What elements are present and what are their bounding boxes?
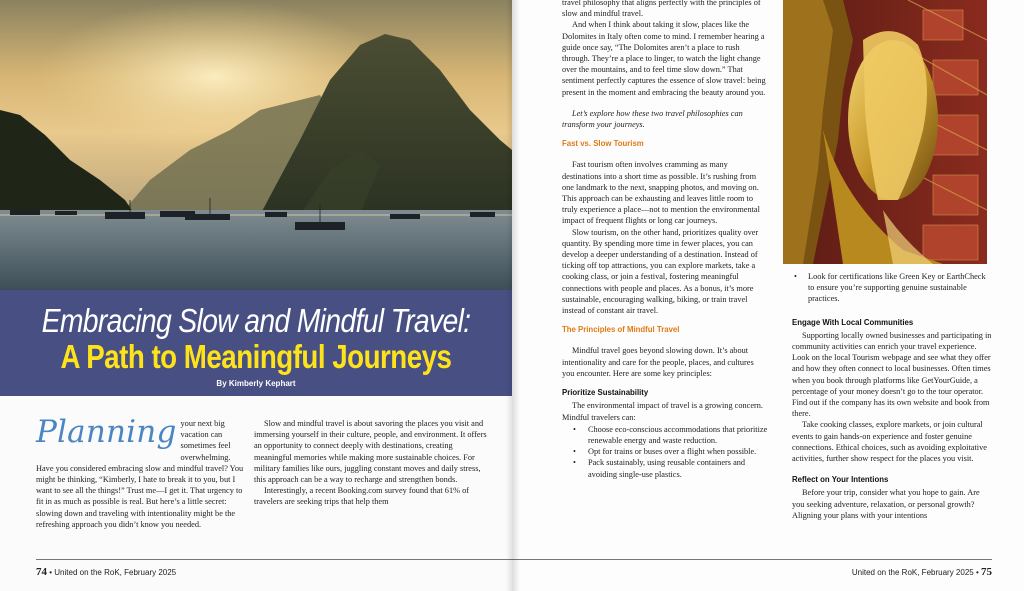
col3-paragraph-3: Slow tourism, on the other hand, prioritizes quality over quantity. By spending more time in fewer places, you can develop a deeper understanding of a destination. Instead of ticking off top attractions, you can explore markets, take a cooking class, or join a festival, fostering meaningful connections with people and places. As a bonus, it’s more sustainable, encouraging walking, biking, or train travel instead of constant air travel. — [562, 227, 759, 316]
col3-paragraph-1: And when I think about taking it slow, places like the Dolomites in Italy often come to mind. I remember hearing a guide once say, “The Dolomites aren’t a place to rush through. They’re a place to linger, to watch the light change over the mountains, and to feel time slow down.” That sentiment perfectly captures the essence of slow travel: being present in the moment and embracing the beauty around you. — [562, 20, 766, 97]
right-folio — [852, 566, 992, 578]
certification-bullet — [792, 271, 992, 305]
heading-engage-communities: Engage With Local Communities — [792, 317, 914, 327]
col4-paragraph-3: Before your trip, consider what you hope to gain. Are you seeking adventure, relaxation, or personal growth? Aligning your plans with your intentions — [792, 488, 980, 520]
col1-paragraph: your next big vacation can sometimes feel overwhelming. Have you considered embracing slow and mindful travel? You might be thinking, “Kimberly, I hate to break it to you, but I want to see all the things!” Trust me—I get it. That urgency to fit in as much as possible is real. But here’s a little secret: slowing down and traveling with intentionality might be the refreshing approach you didn’t know you needed. — [36, 419, 244, 529]
col4-paragraph-2: Take cooking classes, explore markets, or join cultural events to gain hands-on experience and foster genuine connections. Ethical choices, such as avoiding exploitative activities, further show respect for the places you visit. — [792, 420, 987, 464]
left-folio — [36, 566, 176, 578]
article-title-line2: A Path to Meaningful Journeys — [60, 338, 452, 375]
reclining-buddha-photo — [783, 0, 987, 264]
heading-reflect-intentions: Reflect on Your Intentions — [792, 475, 889, 485]
right-footer-rule — [512, 559, 992, 560]
list-item: • Choose eco-conscious accommodations that prioritize renewable energy and waste reduction. — [573, 424, 768, 445]
right-folio-text: United on the RoK, February 2025 — [851, 568, 974, 577]
article-byline: By Kimberly Kephart — [216, 379, 296, 388]
left-folio-text: United on the RoK, February 2025 — [54, 568, 177, 577]
right-folio-separator: • — [975, 568, 979, 577]
right-column-2 — [792, 270, 992, 521]
left-column-2 — [254, 418, 490, 508]
right-column-1 — [562, 0, 768, 480]
list-item: • Look for certifications like Green Key or EarthCheck to ensure you’re supporting genuine sustainable practices. — [794, 272, 986, 304]
sustainability-bullets — [562, 424, 768, 480]
drop-word-planning: Planning — [36, 414, 177, 450]
col3-paragraph-4: Mindful travel goes beyond slowing down. It’s about intentionality and care for the people, places, and cultures you encounter. Here are some key principles: — [562, 346, 754, 378]
col3-paragraph-0: travel philosophy that aligns perfectly with the principles of slow and mindful travel. — [562, 0, 761, 19]
spine-gutter-shadow — [506, 0, 520, 591]
col2-paragraph-2: Interestingly, a recent Booking.com survey found that 61% of travelers are seeking trips that help them — [254, 486, 469, 507]
heading-fast-vs-slow: Fast vs. Slow Tourism — [562, 139, 644, 149]
title-banner — [0, 290, 512, 396]
col3-lead: Let’s explore how these two travel philosophies can transform your journeys. — [562, 108, 743, 130]
col3-paragraph-5: The environmental impact of travel is a growing concern. Mindful travelers can: — [562, 401, 763, 422]
col3-paragraph-2: Fast tourism often involves cramming as many destinations into a short time as possible. It’s rushing from one landmark to the next, snapping photos, and moving on. This approach can be exhausting and leaves little room to truly experience a place—not to mention the environmental impact of frequent flights or long car journeys. — [562, 160, 760, 226]
left-column-1 — [36, 414, 248, 530]
col2-paragraph-1: Slow and mindful travel is about savoring the places you visit and immersing yourself in their culture, people, and environment. It offers an opportunity to connect deeply with destinations, creating meaningful memories while making more sustainable choices. For military families like ours, juggling constant moves and daily stress, this approach can be a way to recharge and strengthen bonds. — [254, 419, 487, 485]
left-page-number: 74 — [36, 566, 47, 578]
heading-prioritize-sustainability: Prioritize Sustainability — [562, 388, 649, 398]
col4-paragraph-1: Supporting locally owned businesses and participating in community activities can enrich your travel experience. Look on the local Tourism webpage and see what they offer and how they often connect to local businesses. Often times when you book through platforms like GetYourGuide, a percentage of your money doesn’t go to the tour operator. Find out if the company has its own website and book from there. — [792, 330, 992, 419]
left-footer-rule — [36, 559, 512, 560]
heading-principles: The Principles of Mindful Travel — [562, 325, 680, 335]
right-page-number: 75 — [981, 566, 992, 578]
article-title-line1: Embracing Slow and Mindful Travel: — [41, 302, 471, 339]
list-item: • Opt for trains or buses over a flight when possible. — [573, 447, 757, 457]
left-folio-separator: • — [49, 568, 53, 577]
list-item: • Pack sustainably, using reusable containers and avoiding single-use plastics. — [573, 458, 746, 479]
hero-photo-bay-mountains — [0, 0, 512, 290]
